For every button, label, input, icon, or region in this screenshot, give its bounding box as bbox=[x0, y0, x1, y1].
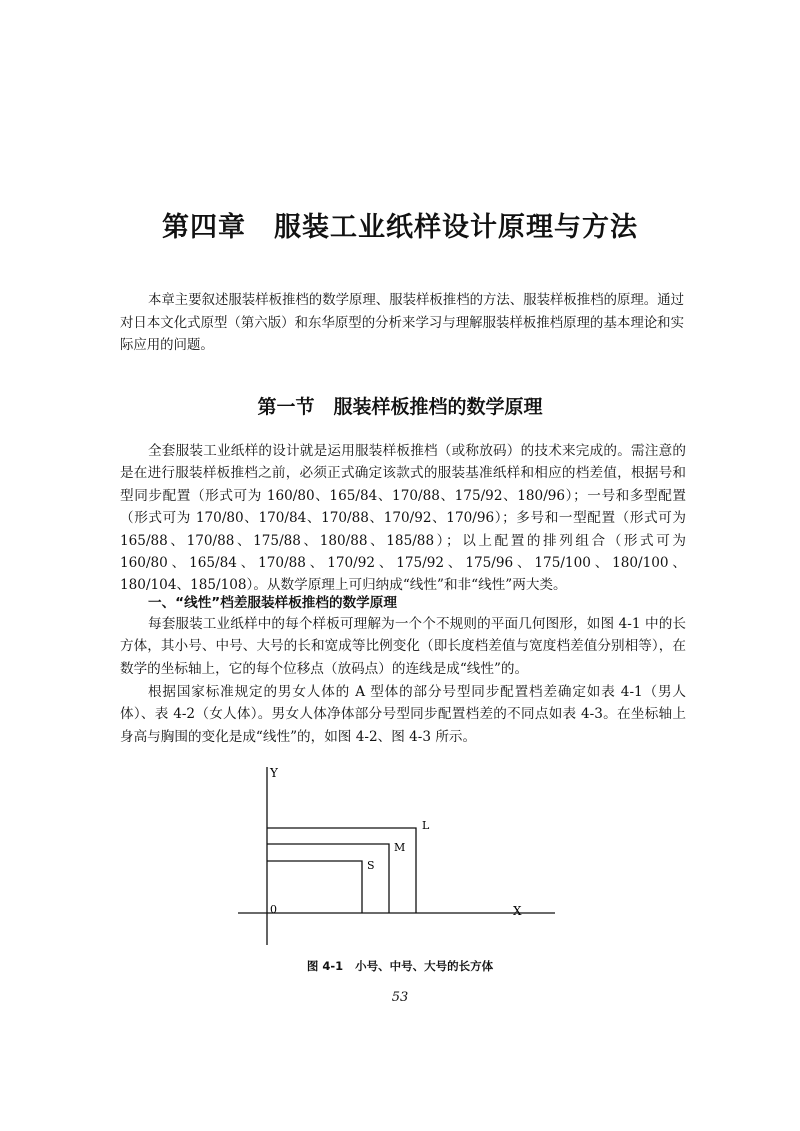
chapter-title: 第四章 服装工业纸样设计原理与方法 bbox=[162, 212, 638, 243]
subheading: 一、“线性”档差服装样板推档的数学原理 bbox=[148, 595, 397, 611]
origin-label: 0 bbox=[270, 903, 277, 916]
section-title: 第一节 服装样板推档的数学原理 bbox=[257, 396, 543, 418]
body-paragraph-2 bbox=[120, 613, 686, 680]
y-axis-label: Y bbox=[270, 766, 278, 780]
x-axis-label: X bbox=[513, 904, 522, 918]
abstract-text: 本章主要叙述服装样板推档的数学原理、服装样板推档的方法、服装样板推档的原理。通过对日本文化式原型（第六版）和东华原型的分析来学习与理解服装样板推档原理的基本理论和实际应用的问题。 bbox=[120, 293, 684, 353]
rectangles-diagram bbox=[230, 755, 570, 955]
figure-caption-text: 小号、中号、大号的长方体 bbox=[355, 959, 494, 973]
chapter-abstract bbox=[120, 290, 684, 358]
paragraph-text: 每套服装工业纸样中的每个样板可理解为一个个不规则的平面几何图形，如图 4-1 中的长方体，其小号、中号、大号的长和宽成等比例变化（即长度档差值与宽度档差值分别相等），在数学的坐标轴上，它的每个位移点（放码点）的连线是成“线性”的。 bbox=[120, 616, 686, 677]
rect-label-l: L bbox=[422, 819, 430, 832]
rect-label-s: S bbox=[367, 859, 375, 872]
rect-small bbox=[267, 861, 362, 913]
body-paragraph-3 bbox=[120, 681, 686, 748]
paragraph-text: 根据国家标准规定的男女人体的 A 型体的部分号型同步配置档差确定如表 4-1（男人体）、表 4-2（女人体）。男女人体净体部分号型同步配置档差的不同点如表 4-3。在坐标轴上身高与胸围的变化是成“线性”的，如图 4-2、图 4-3 所示。 bbox=[120, 684, 686, 745]
rect-medium bbox=[267, 844, 389, 913]
figure-4-1 bbox=[230, 755, 570, 955]
rect-label-m: M bbox=[394, 841, 406, 854]
body-paragraph-1 bbox=[120, 440, 686, 597]
page-number: 53 bbox=[391, 990, 409, 1005]
figure-number: 图 4-1 bbox=[306, 959, 344, 973]
paragraph-text: 全套服装工业纸样的设计就是运用服装样板推档（或称放码）的技术来完成的。需注意的是在进行服装样板推档之前，必须正式确定该款式的服装基准纸样和相应的档差值，根据号和型同步配置（形式可为 160/80、165/84、170/88、175/92、180/96）；一号和多型配置（形式可为 170/80、170/84、170/88、170/92、170/96）；多号和一型配置（形式可为 165/88、170/88、175/88、180/88、185/88）；以上配置的排列组合（形式可为 160/80、165/84、170/88、170/92、175/92、175/96、175/100、180/100、180/104、185/108）。从数学原理上可归纳成“线性”和非“线性”两大类。 bbox=[120, 443, 686, 594]
figure-caption bbox=[0, 958, 800, 974]
